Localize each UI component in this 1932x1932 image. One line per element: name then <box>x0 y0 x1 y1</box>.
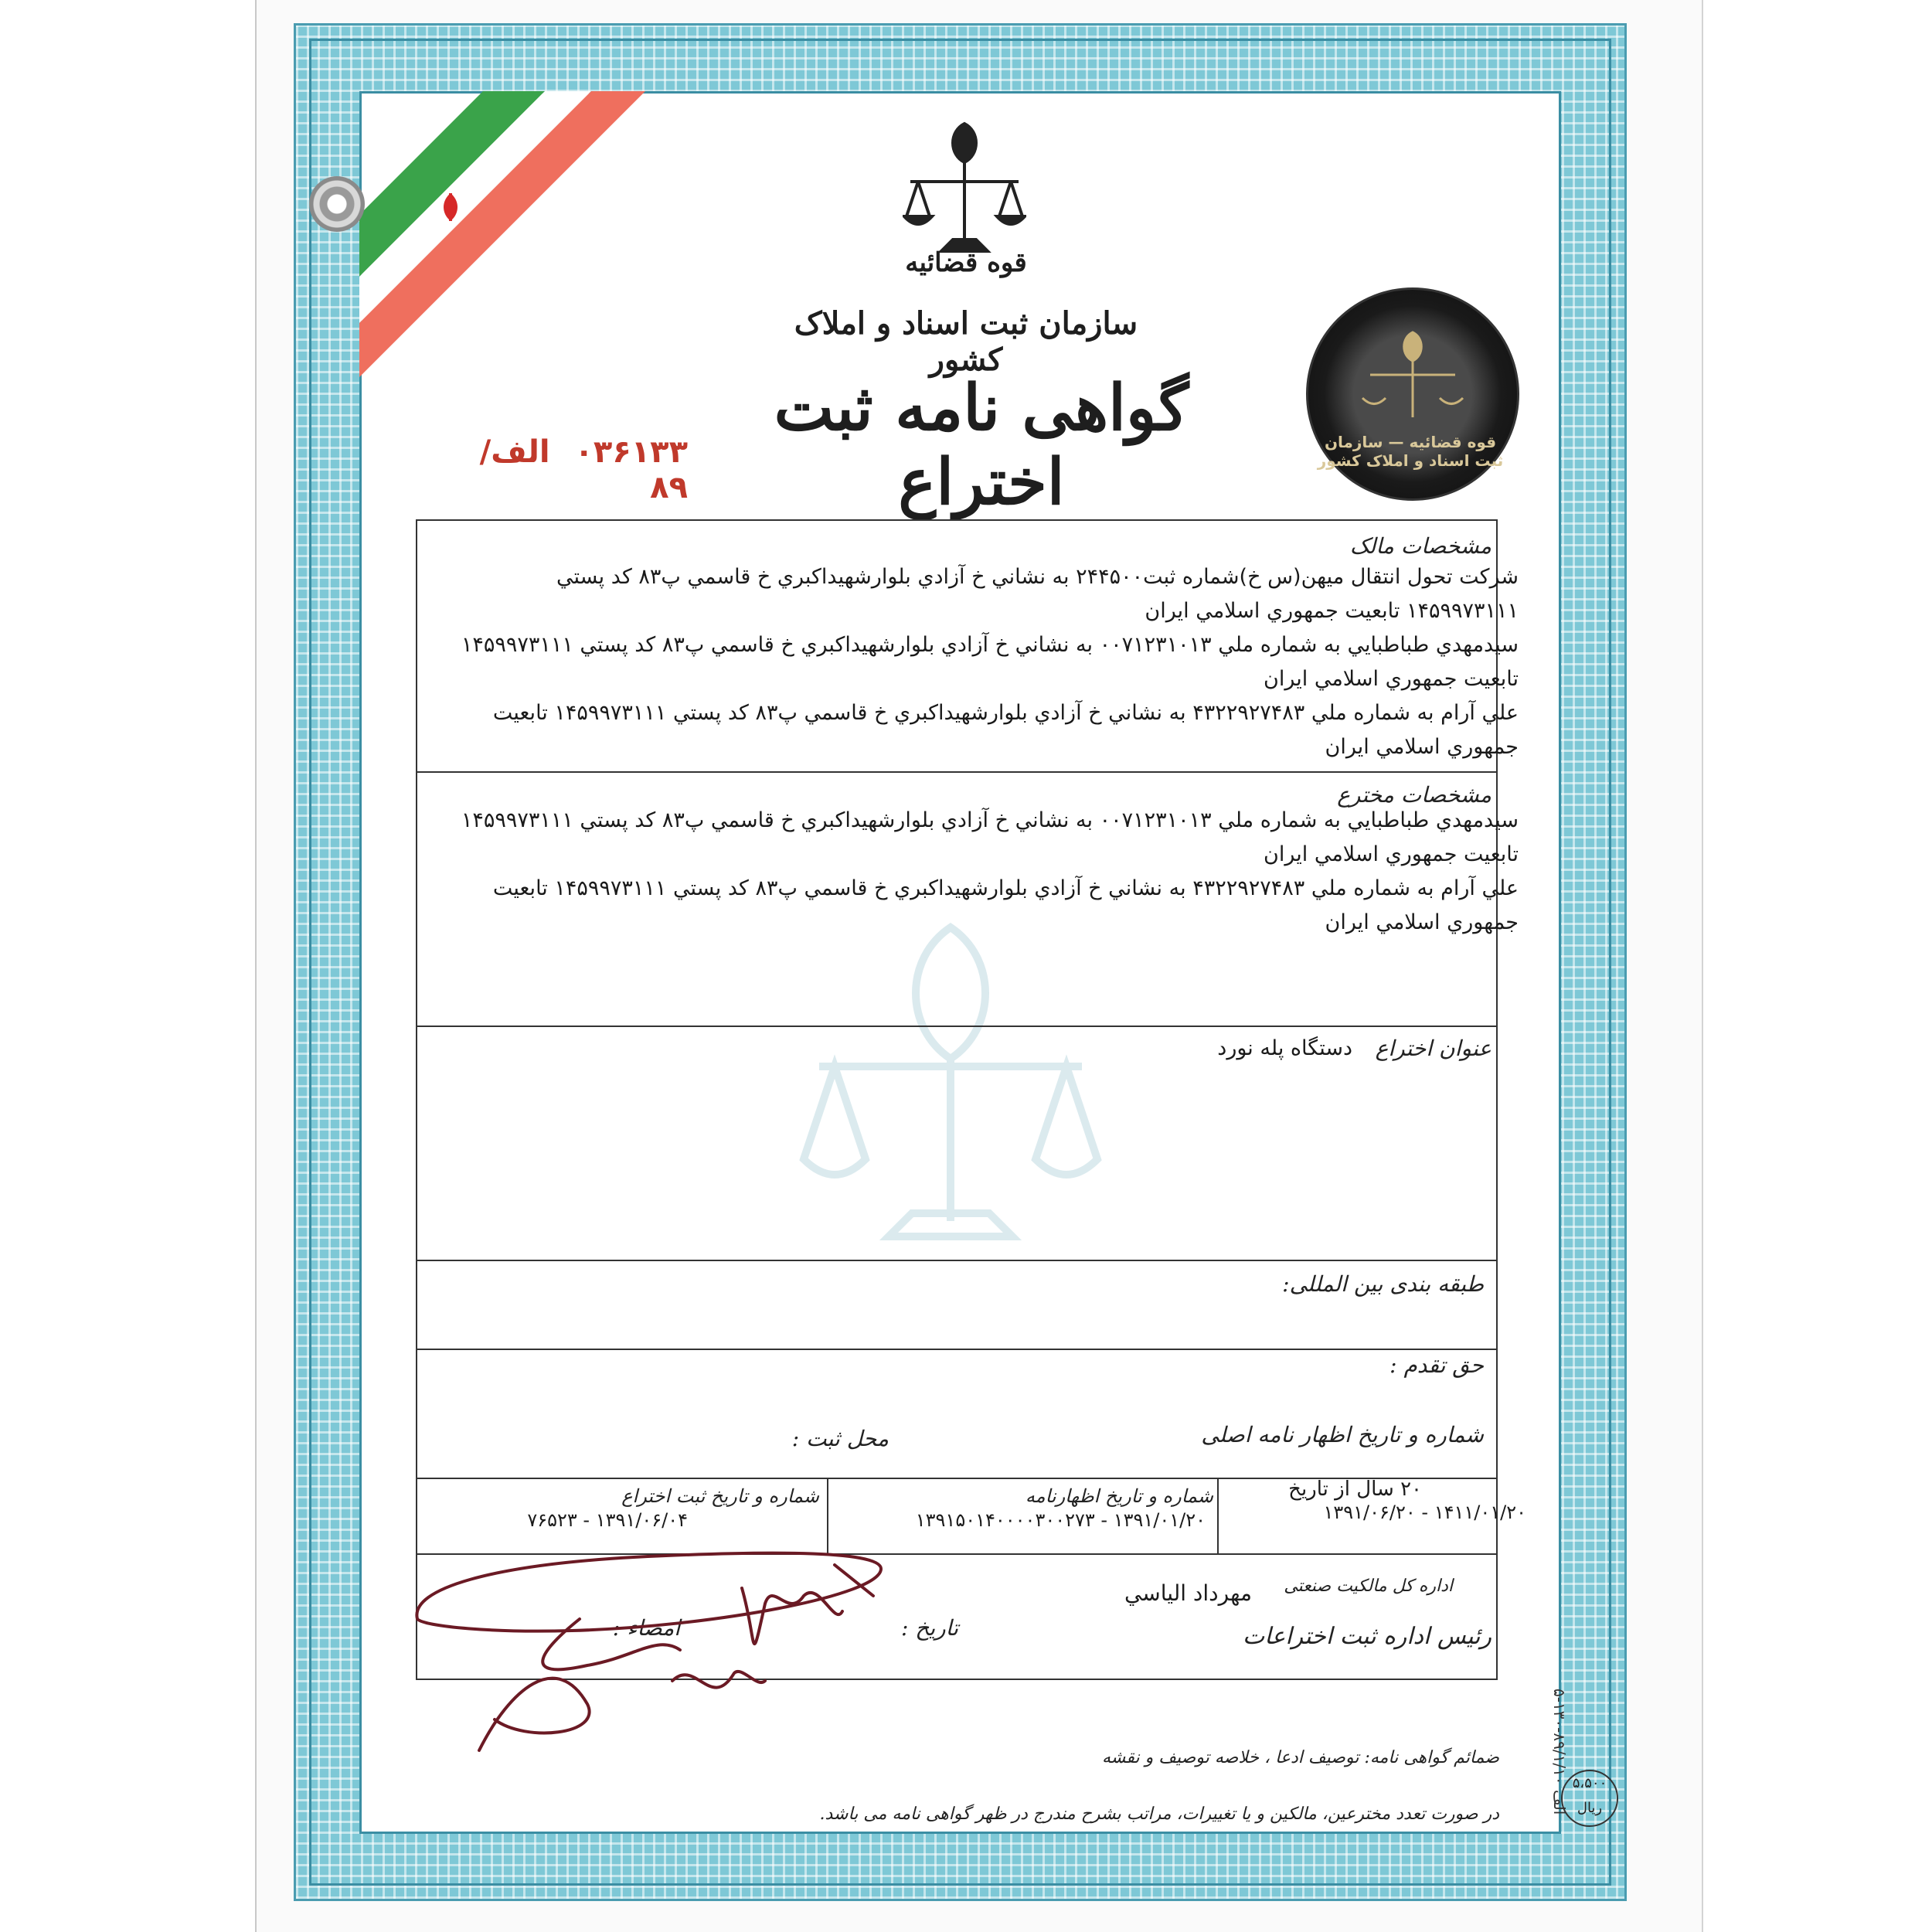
fee-stamp: ۵،۵۰۰ ریال <box>1561 1770 1618 1827</box>
grommet-icon <box>309 176 365 232</box>
serial-number <box>433 434 688 505</box>
date-label: تاریخ : <box>900 1615 958 1641</box>
registration-value: ۱۳۹۱/۰۶/۰۴ - ۷۶۵۲۳ <box>527 1509 688 1531</box>
registration-label: شماره و تاریخ ثبت اختراع <box>621 1485 819 1507</box>
row-divider <box>416 1349 1498 1350</box>
owner-line: علي آرام به شماره ملي ۴۳۲۲۹۲۷۴۸۳ به نشاني خ آزادي بلوارشهيداكبري خ قاسمي پ۸۳ كد پستي ۱۴۵۹۹۷۳۱۱۱ تابعيت <box>492 701 1519 725</box>
owner-line: جمهوري اسلامي ايران <box>1325 735 1519 759</box>
row-divider <box>416 771 1498 773</box>
serial-number-value: ۰۳۶۱۳۳ <box>574 434 688 470</box>
declaration-value: ۱۳۹۱/۰۱/۲۰ - ۱۳۹۱۵۰۱۴۰۰۰۰۳۰۰۲۷۳ <box>915 1509 1206 1531</box>
inventor-line: سيدمهدي طباطبايي به شماره ملي ۰۰۷۱۲۳۱۰۱۳ به نشاني خ آزادي بلوارشهيداكبري خ قاسمي پ۸۳ كد پستي ۱۴۵۹۹۷۳۱۱۱ <box>461 808 1519 832</box>
certificate-title: گواهی نامه ثبت اختراع <box>774 371 1189 519</box>
owner-line: ۱۴۵۹۹۷۳۱۱۱ تابعيت جمهوري اسلامي ايران <box>1145 599 1519 623</box>
validity-text: ۲۰ سال از تاریخ <box>1288 1478 1422 1501</box>
row-divider <box>416 1026 1498 1027</box>
scales-of-justice-icon <box>903 108 1026 270</box>
invention-title-label: عنوان اختراع <box>1375 1036 1492 1061</box>
form-code: ۵-۱۳۰-الف ۸۹/۱/۱۰ <box>1550 1689 1569 1815</box>
signature-label: امضاء : <box>612 1615 680 1641</box>
signatory-position: رئیس اداره ثبت اختراعات <box>1243 1623 1492 1650</box>
attachments-note: ضمائم گواهی نامه: توصیف ادعا ، خلاصه توصیف و نقشه <box>1101 1748 1499 1767</box>
owner-line: تابعيت جمهوري اسلامي ايران <box>1264 667 1519 691</box>
invention-title: دستگاه پله نورد <box>1217 1036 1352 1060</box>
serial-series: الف/ ۸۹ <box>479 434 688 505</box>
organization-heading: سازمان ثبت اسناد و املاک کشور <box>794 305 1138 378</box>
inventor-line: علي آرام به شماره ملي ۴۳۲۲۹۲۷۴۸۳ به نشاني خ آزادي بلوارشهيداكبري خ قاسمي پ۸۳ كد پستي ۱۴۵۹۹۷۳۱۱۱ تابعيت <box>492 876 1519 900</box>
multiple-parties-note: در صورت تعدد مخترعین، مالکین و یا تغییرات، مراتب بشرح مندرج در ظهر گواهی نامه می باشد. <box>819 1804 1499 1824</box>
judiciary-heading: قوه قضائیه <box>905 247 1027 278</box>
seal-caption: قوه قضائیه — سازمان ثبت اسناد و املاک کشور <box>1317 433 1504 470</box>
inventors-details <box>421 804 1519 940</box>
inventor-line: تابعيت جمهوري اسلامي ايران <box>1264 842 1519 866</box>
original-declaration-label: شماره و تاریخ اظهار نامه اصلی <box>1201 1422 1484 1447</box>
owner-line: شرکت تحول انتقال میهن(س خ)شماره ثبت۲۴۴۵۰۰ به نشاني خ آزادي بلوارشهيداكبري خ قاسمي پ۸۳ كد پستي <box>556 565 1519 589</box>
inventor-line: جمهوري اسلامي ايران <box>1325 910 1519 934</box>
owners-label: مشخصات مالک <box>1349 533 1492 559</box>
col-divider <box>1217 1478 1219 1553</box>
signatory-name: مهرداد الياسي <box>1124 1580 1252 1606</box>
priority-label: حق تقدم : <box>1389 1352 1484 1378</box>
iran-flag-ribbon <box>359 91 684 416</box>
declaration-label: شماره و تاریخ اظهارنامه <box>1025 1485 1213 1507</box>
inventors-label: مشخصات مخترع <box>1337 782 1492 808</box>
classification-label: طبقه بندی بین المللی: <box>1282 1271 1484 1297</box>
registration-place-label: محل ثبت : <box>791 1426 889 1451</box>
handwritten-signature <box>402 1534 958 1766</box>
row-divider <box>416 1260 1498 1261</box>
owners-details <box>421 560 1519 764</box>
issuing-office: اداره کل مالکیت صنعتی <box>1284 1577 1453 1596</box>
validity-dates: ۱۴۱۱/۰۱/۲۰ - ۱۳۹۱/۰۶/۲۰ <box>1323 1502 1526 1523</box>
owner-line: سيدمهدي طباطبايي به شماره ملي ۰۰۷۱۲۳۱۰۱۳ به نشاني خ آزادي بلوارشهيداكبري خ قاسمي پ۸۳ كد پستي ۱۴۵۹۹۷۳۱۱۱ <box>461 633 1519 657</box>
